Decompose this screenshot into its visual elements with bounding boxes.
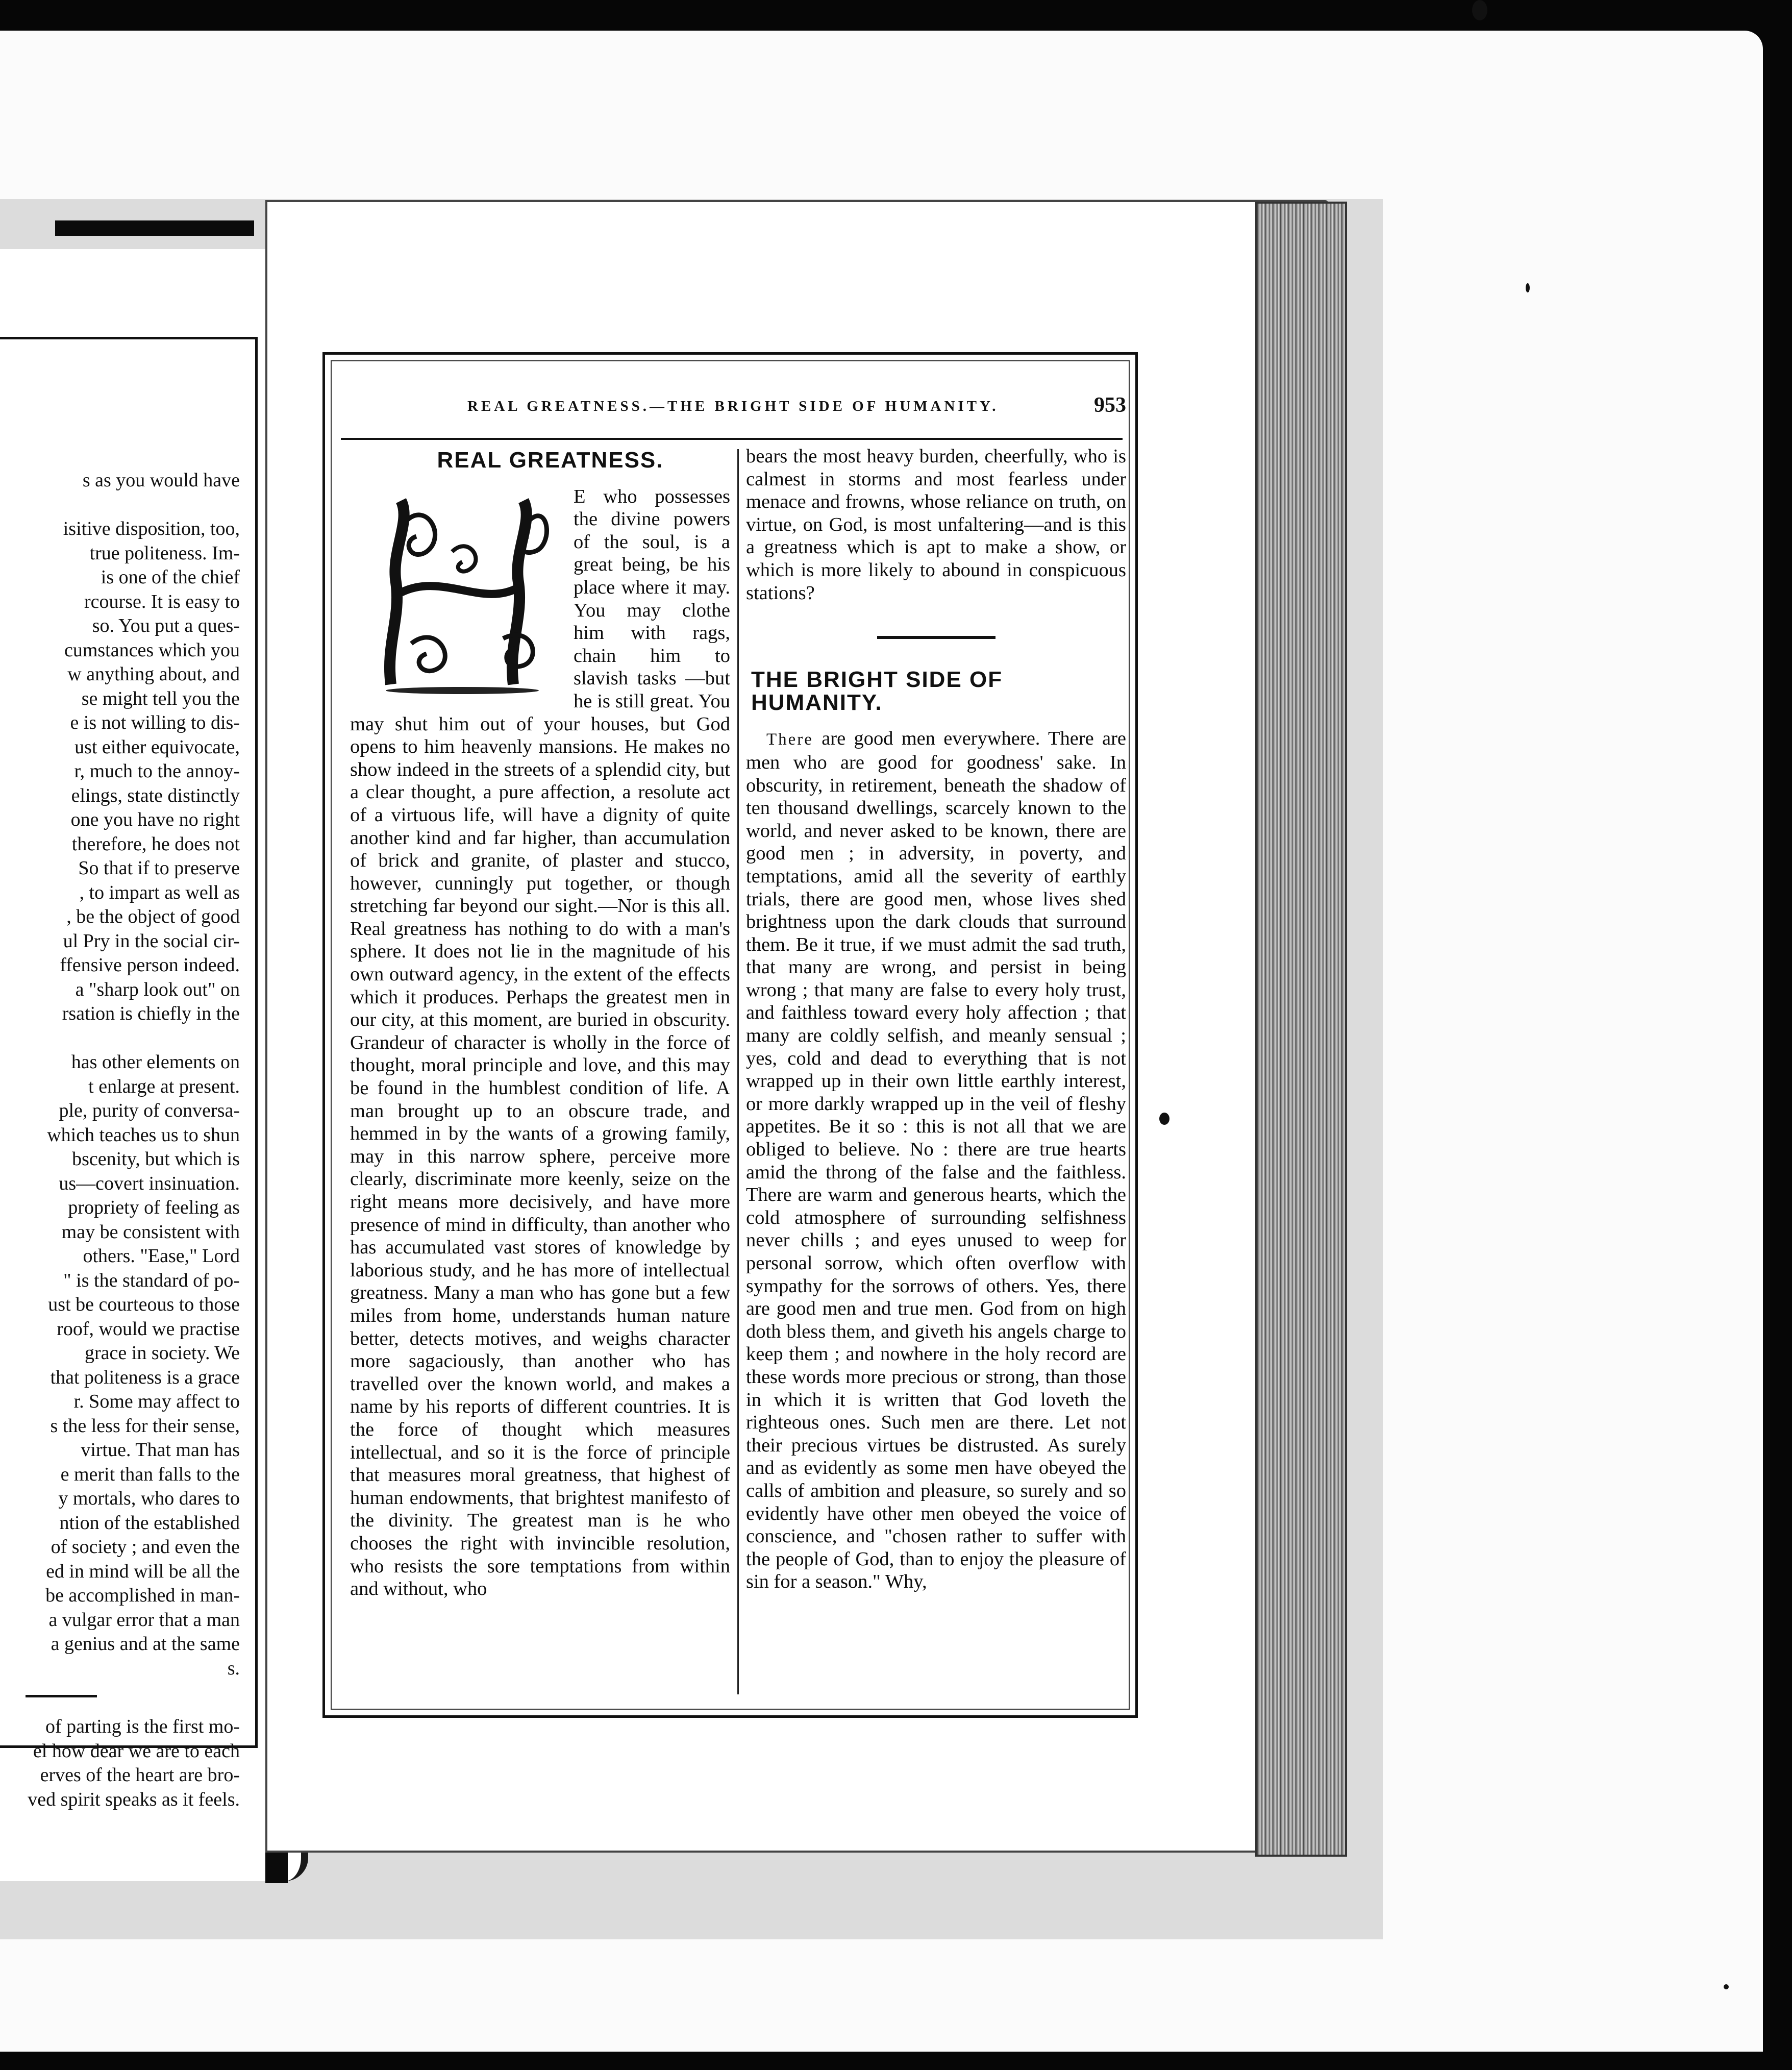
left-page-line: r, much to the annoy- bbox=[74, 760, 240, 782]
left-page-line: r. Some may affect to bbox=[73, 1391, 240, 1412]
left-page-line: s the less for their sense, bbox=[50, 1415, 240, 1437]
left-page-line: e is not willing to dis- bbox=[70, 712, 240, 733]
left-page-line: erves of the heart are bro- bbox=[40, 1764, 240, 1786]
binding-band bbox=[55, 220, 254, 236]
left-page-line: " is the standard of po- bbox=[63, 1269, 240, 1291]
left-page-line: rcourse. It is easy to bbox=[84, 590, 240, 612]
left-page-line: w anything about, and bbox=[67, 663, 240, 685]
left-page bbox=[0, 249, 308, 1881]
left-page-line: s as you would have bbox=[82, 470, 240, 491]
left-page-line: t enlarge at present. bbox=[88, 1075, 240, 1097]
article-body-2 bbox=[746, 727, 1126, 1593]
left-page-line: has other elements on bbox=[71, 1051, 240, 1073]
left-page-line: grace in society. We bbox=[85, 1342, 240, 1364]
ornament-icon bbox=[381, 490, 559, 695]
left-page-line: is one of the chief bbox=[101, 566, 240, 588]
left-page-rule bbox=[26, 1695, 97, 1697]
article-continuation: bears the most heavy burden, cheerfully, who is calmest in storms and most fearless under menace and frowns, whose reliance on truth, on virtue, on God, is most unfaltering—and is this a greatness which is apt to make a show, or which is more likely to abound in conspicuous stations? bbox=[746, 446, 1126, 604]
left-page-line bbox=[0, 1026, 240, 1051]
scan-speck bbox=[1526, 283, 1530, 292]
left-page-line: s. bbox=[227, 1657, 240, 1679]
header-rule bbox=[341, 438, 1123, 440]
left-page-line: ntion of the established bbox=[59, 1512, 240, 1534]
left-page-line: which teaches us to shun bbox=[47, 1124, 240, 1146]
left-page-line: a vulgar error that a man bbox=[48, 1609, 240, 1631]
left-page-line: that politeness is a grace bbox=[50, 1366, 240, 1388]
article-body: E who possesses the divine powers of the soul, is a great being, be his place where it may. You may clothe him with rags, chain him to slavish tasks —but he is still great. You may shut him out of your houses, but God opens to him heavenly mansions. He makes no show indeed in the streets of a splendid city, but a clear thought, a pure affection, a resolute act of a virtuous life, will have a dignity of quite another kind and far higher, than accumulation of brick and granite, of plaster and stucco, however, cunningly put together, or though stretching far beyond our sight.—Nor is this all. Real greatness has nothing to do with a man's sphere. It does not lie in the magnitude of his own outward agency, in the extent of the effects which it produces. Perhaps the greatest men in our city, at this moment, are buried in obscurity. Grandeur of character is wholly in the force of thought, moral principle and love, and this may be found in the humblest condition of life. A man brought up to an obscure trade, and hemmed in by the wants of a growing family, may in this narrow sphere, perceive more clearly, discriminate more keenly, seize on the right means more decisively, and have more presence of mind in difficulty, than another who has accumulated vast stores of knowledge by laborious study, and he has more of intellectual greatness. Many a man who has gone but a few miles from home, understands human nature better, detects motives, and weighs character more sagaciously, than another who has travelled over the known world, and makes a name by his reports of different countries. It is the force of thought which measures intellectual, and so it is the force of principle that measures moral greatness, that highest of human endowments, that brightest manifesto of the divinity. The greatest man is he who chooses the right with invincible resolution, who resists the sore temptations from within and without, who bbox=[350, 485, 730, 1600]
left-page-line: , be the object of good bbox=[66, 906, 240, 927]
left-page-line: elings, state distinctly bbox=[71, 784, 240, 806]
left-page-line: of parting is the first mo- bbox=[45, 1716, 240, 1737]
article-title-2: THE BRIGHT SIDE OF HUMANITY. bbox=[751, 667, 1003, 715]
lead-word: There bbox=[766, 730, 813, 749]
article-title: REAL GREATNESS. bbox=[437, 448, 664, 473]
left-page-line: So that if to preserve bbox=[78, 857, 240, 879]
left-page-line: so. You put a ques- bbox=[92, 615, 240, 636]
article-real-greatness bbox=[350, 449, 730, 1600]
left-page-line: a "sharp look out" on bbox=[75, 978, 240, 1000]
scan-speck bbox=[1724, 1984, 1729, 1989]
scan-speck bbox=[1472, 0, 1487, 20]
left-page-line: roof, would we practise bbox=[57, 1318, 240, 1340]
left-page-line: a genius and at the same bbox=[51, 1633, 240, 1655]
left-page-line: ed in mind will be all the bbox=[46, 1560, 240, 1582]
drop-cap bbox=[350, 485, 564, 708]
left-page-line: ffensive person indeed. bbox=[60, 954, 240, 976]
running-title: REAL GREATNESS.—THE BRIGHT SIDE OF HUMANITY. bbox=[467, 398, 999, 414]
left-page-line: ul Pry in the social cir- bbox=[63, 930, 240, 952]
left-page-line: others. "Ease," Lord bbox=[83, 1245, 240, 1267]
left-page-line: y mortals, who dares to bbox=[58, 1488, 240, 1509]
left-page-line: be accomplished in man- bbox=[45, 1585, 240, 1606]
article-body-2-text: are good men everywhere. There are men who are good for goodness' sake. In obscurity, in retirement, beneath the shadow of ten thousand dwellings, scarcely known to the world, and never asked to be known, there are good men ; in adversity, in poverty, and temptations, amid all the severity of earthly trials, there are good men, whose lives shed brightness upon the dark clouds that surround them. Be it true, if we must admit the sad truth, that many are wrong, and persist in being wrong ; that many are false to every holy trust, and faithless toward every holy affection ; that many are coldly selfish, and meanly sensual ; yes, cold and dead to everything that is not wrapped up in their own little earthly interest, or more darkly wrapped up in the veil of fleshy appetites. Be it so : this is not all that we are obliged to believe. No : there are true hearts amid the throng of the false and the faithless. There are warm and generous hearts, which the cold atmosphere of surrounding selfishness never chills ; and eyes unused to weep for personal sorrow, which often overflow with sympathy for the sorrows of others. Yes, there are good men and true men. God from on high doth bless them, and giveth his angels charge to keep them ; and nowhere in the holy record are these words more precious or strong, than those in which it is written that God loveth the righteous ones. Such men are there. Let not their precious virtues be distrusted. As surely and as evidently as some men have obeyed the calls of ambition and pleasure, so surely and so evidently have other men obeyed the voice of conscience, and "chosen rather to suffer with the people of God, than to enjoy the pleasure of sin for a season." Why, bbox=[746, 728, 1127, 1593]
left-page-line: therefore, he does not bbox=[71, 833, 240, 855]
page-number: 953 bbox=[1094, 393, 1126, 417]
left-page-line: bscenity, but which is bbox=[72, 1148, 240, 1170]
left-page-line: cumstances which you bbox=[64, 639, 240, 661]
left-page-line: true politeness. Im- bbox=[89, 542, 240, 564]
left-page-line: ved spirit speaks as it feels. bbox=[28, 1788, 240, 1810]
left-page-line: propriety of feeling as bbox=[68, 1197, 240, 1218]
left-page-line: us—covert insinuation. bbox=[59, 1172, 240, 1194]
left-page-line: ust be courteous to those bbox=[48, 1294, 240, 1315]
left-page-line: e merit than falls to the bbox=[60, 1463, 240, 1485]
running-header bbox=[146, 393, 1126, 424]
section-separator bbox=[877, 636, 995, 639]
left-page-line bbox=[0, 493, 240, 518]
left-page-line: one you have no right bbox=[70, 809, 240, 830]
left-page-line: ple, purity of conversa- bbox=[59, 1100, 240, 1121]
left-page-line: , to impart as well as bbox=[79, 881, 240, 903]
left-page-line: rsation is chiefly in the bbox=[62, 1003, 240, 1024]
scan-speck bbox=[1159, 1113, 1169, 1125]
left-page-line: virtue. That man has bbox=[81, 1439, 240, 1461]
column-divider bbox=[737, 449, 739, 1694]
left-page-line: isitive disposition, too, bbox=[63, 518, 240, 539]
article-right-column bbox=[746, 445, 1126, 1593]
page-edges bbox=[1255, 202, 1347, 1857]
left-page-line: may be consistent with bbox=[61, 1221, 240, 1243]
left-page-line: ust either equivocate, bbox=[74, 736, 240, 758]
left-page-line: of society ; and even the bbox=[51, 1536, 240, 1558]
left-page-line: el how dear we are to each bbox=[33, 1740, 240, 1762]
left-page-line: se might tell you the bbox=[81, 687, 240, 709]
left-page-text bbox=[0, 469, 240, 1812]
